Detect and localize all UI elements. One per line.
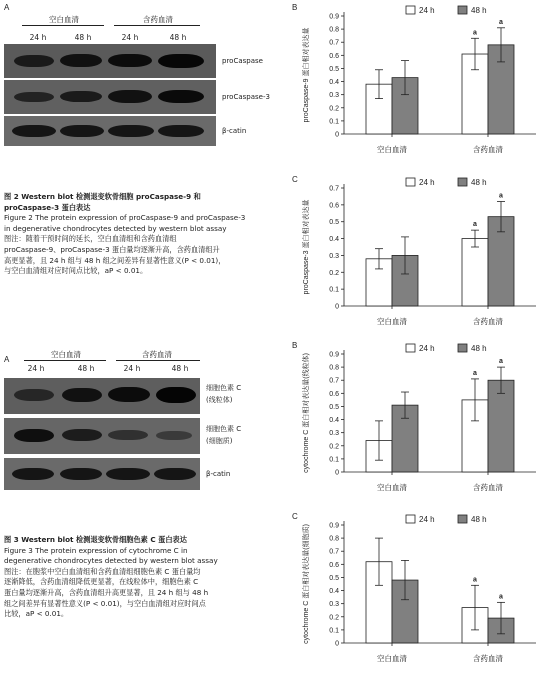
fig2-caption-line: proCaspase-9、proCaspase-3 蛋白量均逐渐升高，含药血清组升 [4,244,220,254]
chart-y-tick-label: 0.3 [329,430,339,438]
fig3-caption-line: 比较，aP < 0.01。 [4,609,69,619]
fig3-band-label: 细胞色素 C [206,425,242,433]
chart-legend-label: 48 h [471,344,487,353]
chart-legend-swatch [406,178,415,186]
fig2-blot-row-procaspase3 [4,80,216,114]
chart-bar [488,380,514,472]
chart-legend-swatch [458,178,467,186]
chart-y-tick-label: 0.6 [329,202,339,210]
chart-panel-letter: C [292,512,298,521]
chart-y-tick-label: 0.2 [329,105,339,113]
fig2-group-underline-drug [114,25,200,26]
chart-panel-letter: B [292,341,298,350]
fig2-caption-line: 与空白血清组对应时间点比较，aP < 0.01。 [4,266,148,276]
chart-x-tick-label: 含药血清 [473,145,503,154]
chart-significance-mark: a [499,593,503,601]
fig2-group-underline-blank [22,25,104,26]
chart-y-tick-label: 0.7 [329,39,339,47]
chart-panel-letter: C [292,175,298,184]
chart-y-tick-label: 0 [335,640,339,648]
fig2-caption [4,192,289,277]
chart-y-axis-label: proCaspase-9 蛋白相对表达量 [303,27,310,123]
chart-y-tick-label: 0.6 [329,52,339,60]
fig2-time-label: 24 h [121,33,139,42]
fig3-time-label: 24 h [27,364,45,373]
chart-significance-mark: a [499,18,503,26]
fig2-group-label-blank: 空白血清 [49,15,79,24]
chart-significance-mark: a [473,369,477,377]
fig2-caption-line: 图 2 Western blot 检测退变软骨细胞 proCaspase-9 和 [4,192,201,201]
chart-y-tick-label: 0.3 [329,601,339,609]
fig3-caption-line: Figure 3 The protein expression of cytochrome C in [4,545,188,555]
fig2-panel-a-letter: A [4,3,10,12]
chart-y-tick-label: 0.4 [329,236,339,244]
chart-y-tick-label: 0.9 [329,351,339,359]
fig3-blot-row-beta-actin [4,458,200,490]
fig2-caption-line: in degenerative chondrocytes detected by western blot assay [4,223,227,233]
chart-panel-letter: B [292,3,298,12]
fig3-panel-a-letter: A [4,355,10,364]
fig3-caption-line: 组之间差异有显著性意义(P < 0.01)，与空白血清组对应时间点 [4,598,206,608]
chart-y-tick-label: 0.8 [329,26,339,34]
chart-y-tick-label: 0.4 [329,79,339,87]
chart-y-tick-label: 0.8 [329,364,339,372]
fig3-group-label-drug: 含药血清 [142,350,172,359]
fig3-caption-line: 蛋白量均逐渐升高，含药血清组升高更显著，且 24 h 组与 48 h [4,587,209,597]
chart-y-tick-label: 0.5 [329,219,339,227]
chart-x-tick-label: 含药血清 [473,317,503,326]
fig2-caption-line: 高更显著，且 24 h 组与 48 h 组之间差异有显著性意义(P < 0.01)， [4,255,226,265]
chart-legend-swatch [406,344,415,352]
fig2-blot-row-procaspase [4,44,216,78]
chart-legend-label: 24 h [419,6,435,15]
chart-y-tick-label: 0.4 [329,417,339,425]
chart-y-axis-label: cytochrome C 蛋白相对表达量(细胞质) [303,524,310,644]
fig3-band-label: (线粒体) [206,396,233,404]
chart-legend-label: 48 h [471,178,487,187]
fig3-caption [4,535,289,620]
fig2-time-label: 48 h [169,33,187,42]
chart-bar [462,239,488,306]
chart-y-tick-label: 0 [335,303,339,311]
chart-y-tick-label: 0.7 [329,377,339,385]
chart-y-tick-label: 0.2 [329,443,339,451]
chart-procaspase3 [288,172,548,342]
chart-y-tick-label: 0.3 [329,92,339,100]
chart-y-tick-label: 0.5 [329,403,339,411]
chart-y-tick-label: 0.2 [329,269,339,277]
fig3-caption-line: 图注：在胞浆中空白血清组和含药血清组细胞色素 C 蛋白量均 [4,566,201,576]
chart-significance-mark: a [499,358,503,366]
chart-y-tick-label: 0.1 [329,118,339,126]
fig2-caption-line: Figure 2 The protein expression of proCaspase-9 and proCaspase-3 [4,213,246,223]
chart-y-tick-label: 0.8 [329,535,339,543]
fig3-band-label: β-catin [206,470,231,478]
fig3-caption-line: 逐渐降低，含药血清组降低更显著，在线粒体中，细胞色素 C [4,577,199,587]
chart-legend-swatch [406,6,415,14]
fig2-caption-line: 图注：随着干预时间的延长，空白血清组和含药血清组 [4,234,177,244]
chart-y-tick-label: 0.1 [329,627,339,635]
fig3-caption-line: 图 3 Western blot 检测退变软骨细胞色素 C 蛋白表达 [4,535,187,544]
fig3-caption-line: degenerative chondrocytes detected by western blot assay [4,556,218,566]
chart-y-tick-label: 0.9 [329,13,339,21]
fig2-band-label: proCaspase-3 [222,93,270,101]
fig3-band-label: 细胞色素 C [206,384,242,392]
chart-y-tick-label: 0.4 [329,588,339,596]
chart-legend-swatch [458,344,467,352]
chart-significance-mark: a [499,192,503,200]
fig3-time-label: 48 h [171,364,189,373]
chart-x-tick-label: 含药血清 [473,654,503,663]
chart-y-tick-label: 0 [335,131,339,139]
chart-x-tick-label: 空白血清 [377,654,407,663]
fig2-blot-row-beta-actin [4,116,216,146]
chart-significance-mark: a [473,221,477,229]
fig3-band-label: (细胞质) [206,437,233,445]
chart-legend-label: 24 h [419,178,435,187]
fig2-band-label: β-catin [222,127,247,135]
chart-legend-label: 24 h [419,344,435,353]
chart-significance-mark: a [473,29,477,37]
fig2-time-label: 48 h [74,33,92,42]
chart-y-tick-label: 0.9 [329,522,339,530]
fig2-group-label-drug: 含药血清 [143,15,173,24]
chart-y-tick-label: 0.5 [329,65,339,73]
chart-y-tick-label: 0.1 [329,286,339,294]
chart-y-tick-label: 0.7 [329,185,339,193]
chart-y-tick-label: 0.6 [329,561,339,569]
fig2-band-label: proCaspase [222,57,263,65]
fig2-caption-line: proCaspase-3 蛋白表达 [4,202,91,212]
chart-y-tick-label: 0.3 [329,252,339,260]
chart-y-tick-label: 0.6 [329,390,339,398]
chart-cytc-mito [288,338,548,508]
chart-legend-label: 24 h [419,515,435,524]
chart-legend-swatch [458,6,467,14]
chart-x-tick-label: 空白血清 [377,483,407,492]
chart-y-tick-label: 0 [335,469,339,477]
chart-cytc-cyto [288,509,548,679]
fig2-time-label: 24 h [29,33,47,42]
chart-y-tick-label: 0.5 [329,574,339,582]
chart-legend-swatch [406,515,415,523]
chart-legend-label: 48 h [471,6,487,15]
chart-procaspase9 [288,0,548,170]
fig3-blot-row-cytc-cyto [4,418,200,454]
fig3-blot-row-cytc-mito [4,378,200,414]
chart-legend-swatch [458,515,467,523]
fig3-group-label-blank: 空白血清 [51,350,81,359]
chart-y-axis-label: cytochrome C 蛋白相对表达量(线粒体) [303,353,310,473]
chart-x-tick-label: 含药血清 [473,483,503,492]
chart-legend-label: 48 h [471,515,487,524]
chart-y-tick-label: 0.2 [329,614,339,622]
chart-x-tick-label: 空白血清 [377,145,407,154]
chart-y-axis-label: proCaspase-3 蛋白相对表达量 [303,199,310,295]
fig3-time-label: 24 h [123,364,141,373]
fig3-group-underline-blank [24,360,106,361]
fig3-group-underline-drug [116,360,200,361]
chart-y-tick-label: 0.7 [329,548,339,556]
chart-x-tick-label: 空白血清 [377,317,407,326]
fig3-time-label: 48 h [77,364,95,373]
chart-significance-mark: a [473,576,477,584]
chart-y-tick-label: 0.1 [329,456,339,464]
